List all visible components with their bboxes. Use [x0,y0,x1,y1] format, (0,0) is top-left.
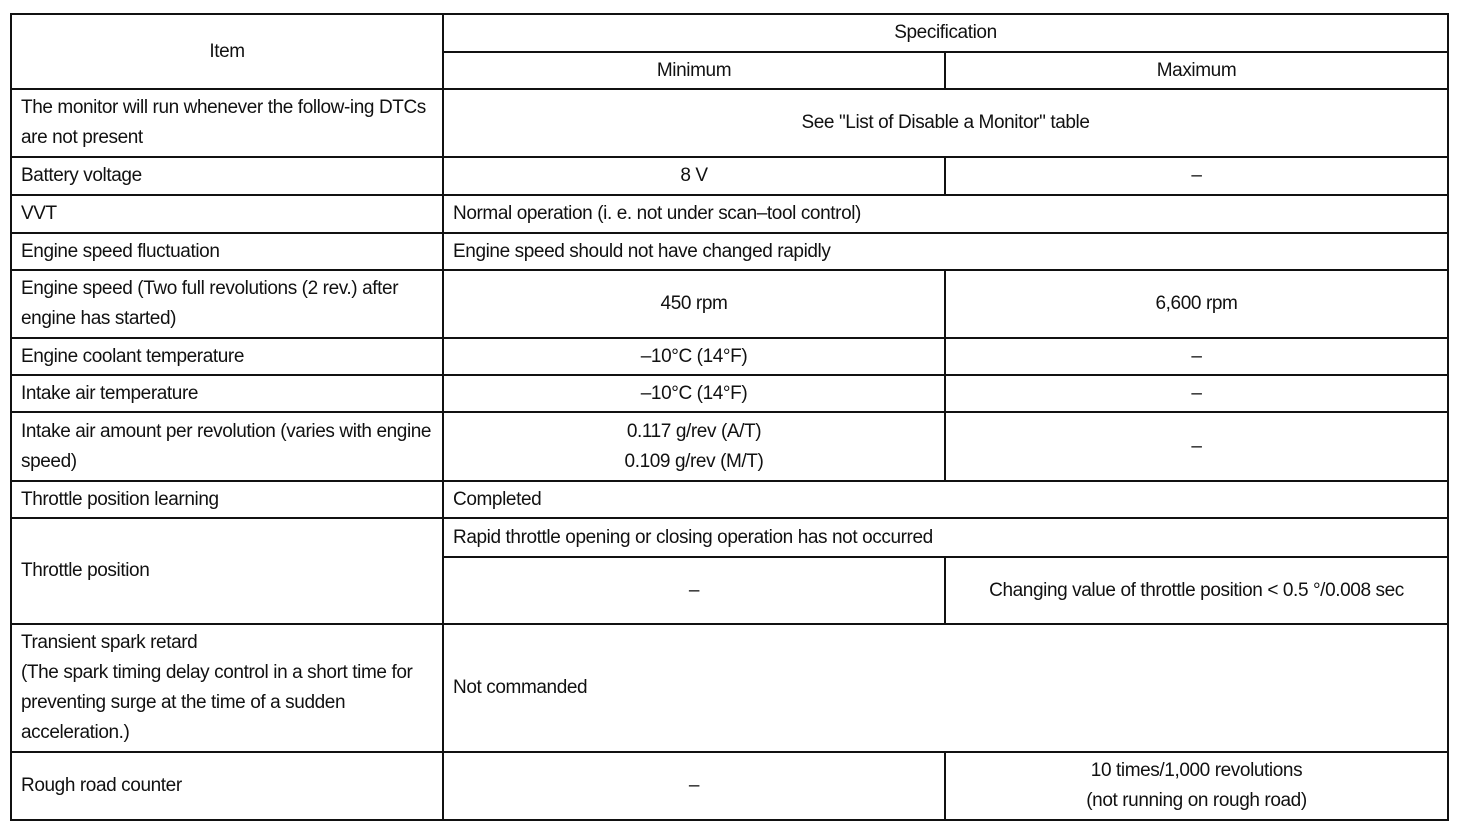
row-spec: Engine speed should not have changed rapidly [443,233,1448,270]
row-maximum: – [945,157,1448,195]
header-minimum: Minimum [443,52,945,89]
row-maximum: Changing value of throttle position < 0.5 °/0.008 sec [945,557,1448,624]
row-spec: Rapid throttle opening or closing operation has not occurred [443,518,1448,557]
row-maximum: – [945,338,1448,375]
row-item: Engine speed fluctuation [11,233,443,270]
item-line-1: Transient spark retard [21,632,198,653]
table-row [11,233,1448,270]
header-specification: Specification [443,14,1448,52]
header-maximum: Maximum [945,52,1448,89]
row-minimum: 8 V [443,157,945,195]
row-minimum: –10°C (14°F) [443,375,945,412]
table-row [11,375,1448,412]
row-item: Engine speed (Two full revolutions (2 rev.) after engine has started) [11,270,443,338]
row-item: VVT [11,195,443,233]
table-row [11,752,1448,820]
row-maximum [945,752,1448,820]
row-item: Battery voltage [11,157,443,195]
header-row [11,14,1448,52]
table-row [11,89,1448,157]
table-row [11,195,1448,233]
header-item: Item [11,14,443,89]
item-line-2: (The spark timing delay control in a short time for preventing surge at the time of a sudden acceleration.) [21,662,413,743]
row-item: Throttle position [11,518,443,624]
row-minimum: – [443,557,945,624]
row-minimum [443,412,945,481]
table-row [11,518,1448,557]
row-minimum: 450 rpm [443,270,945,338]
table-row [11,412,1448,481]
minimum-line-1: 0.117 g/rev (A/T) [626,420,762,442]
maximum-line-2: (not running on rough road) [1086,790,1307,811]
table-row [11,270,1448,338]
row-spec: Normal operation (i. e. not under scan–tool control) [443,195,1448,233]
row-item: Engine coolant temperature [11,338,443,375]
row-item: Intake air temperature [11,375,443,412]
row-item: Throttle position learning [11,481,443,518]
row-item: Rough road counter [11,752,443,820]
maximum-line-1: 10 times/1,000 revolutions [1090,760,1303,781]
specification-table [10,13,1449,821]
row-minimum: –10°C (14°F) [443,338,945,375]
row-spec: Completed [443,481,1448,518]
row-maximum: 6,600 rpm [945,270,1448,338]
row-item: The monitor will run whenever the follow-ing DTCs are not present [11,89,443,157]
minimum-line-2: 0.109 g/rev (M/T) [624,450,764,472]
table-row [11,157,1448,195]
table-row [11,624,1448,752]
row-spec: Not commanded [443,624,1448,752]
table-row [11,481,1448,518]
row-maximum: – [945,412,1448,481]
row-item [11,624,443,752]
row-item: Intake air amount per revolution (varies with engine speed) [11,412,443,481]
table-row [11,338,1448,375]
row-maximum: – [945,375,1448,412]
row-minimum: – [443,752,945,820]
row-spec: See "List of Disable a Monitor" table [443,89,1448,157]
